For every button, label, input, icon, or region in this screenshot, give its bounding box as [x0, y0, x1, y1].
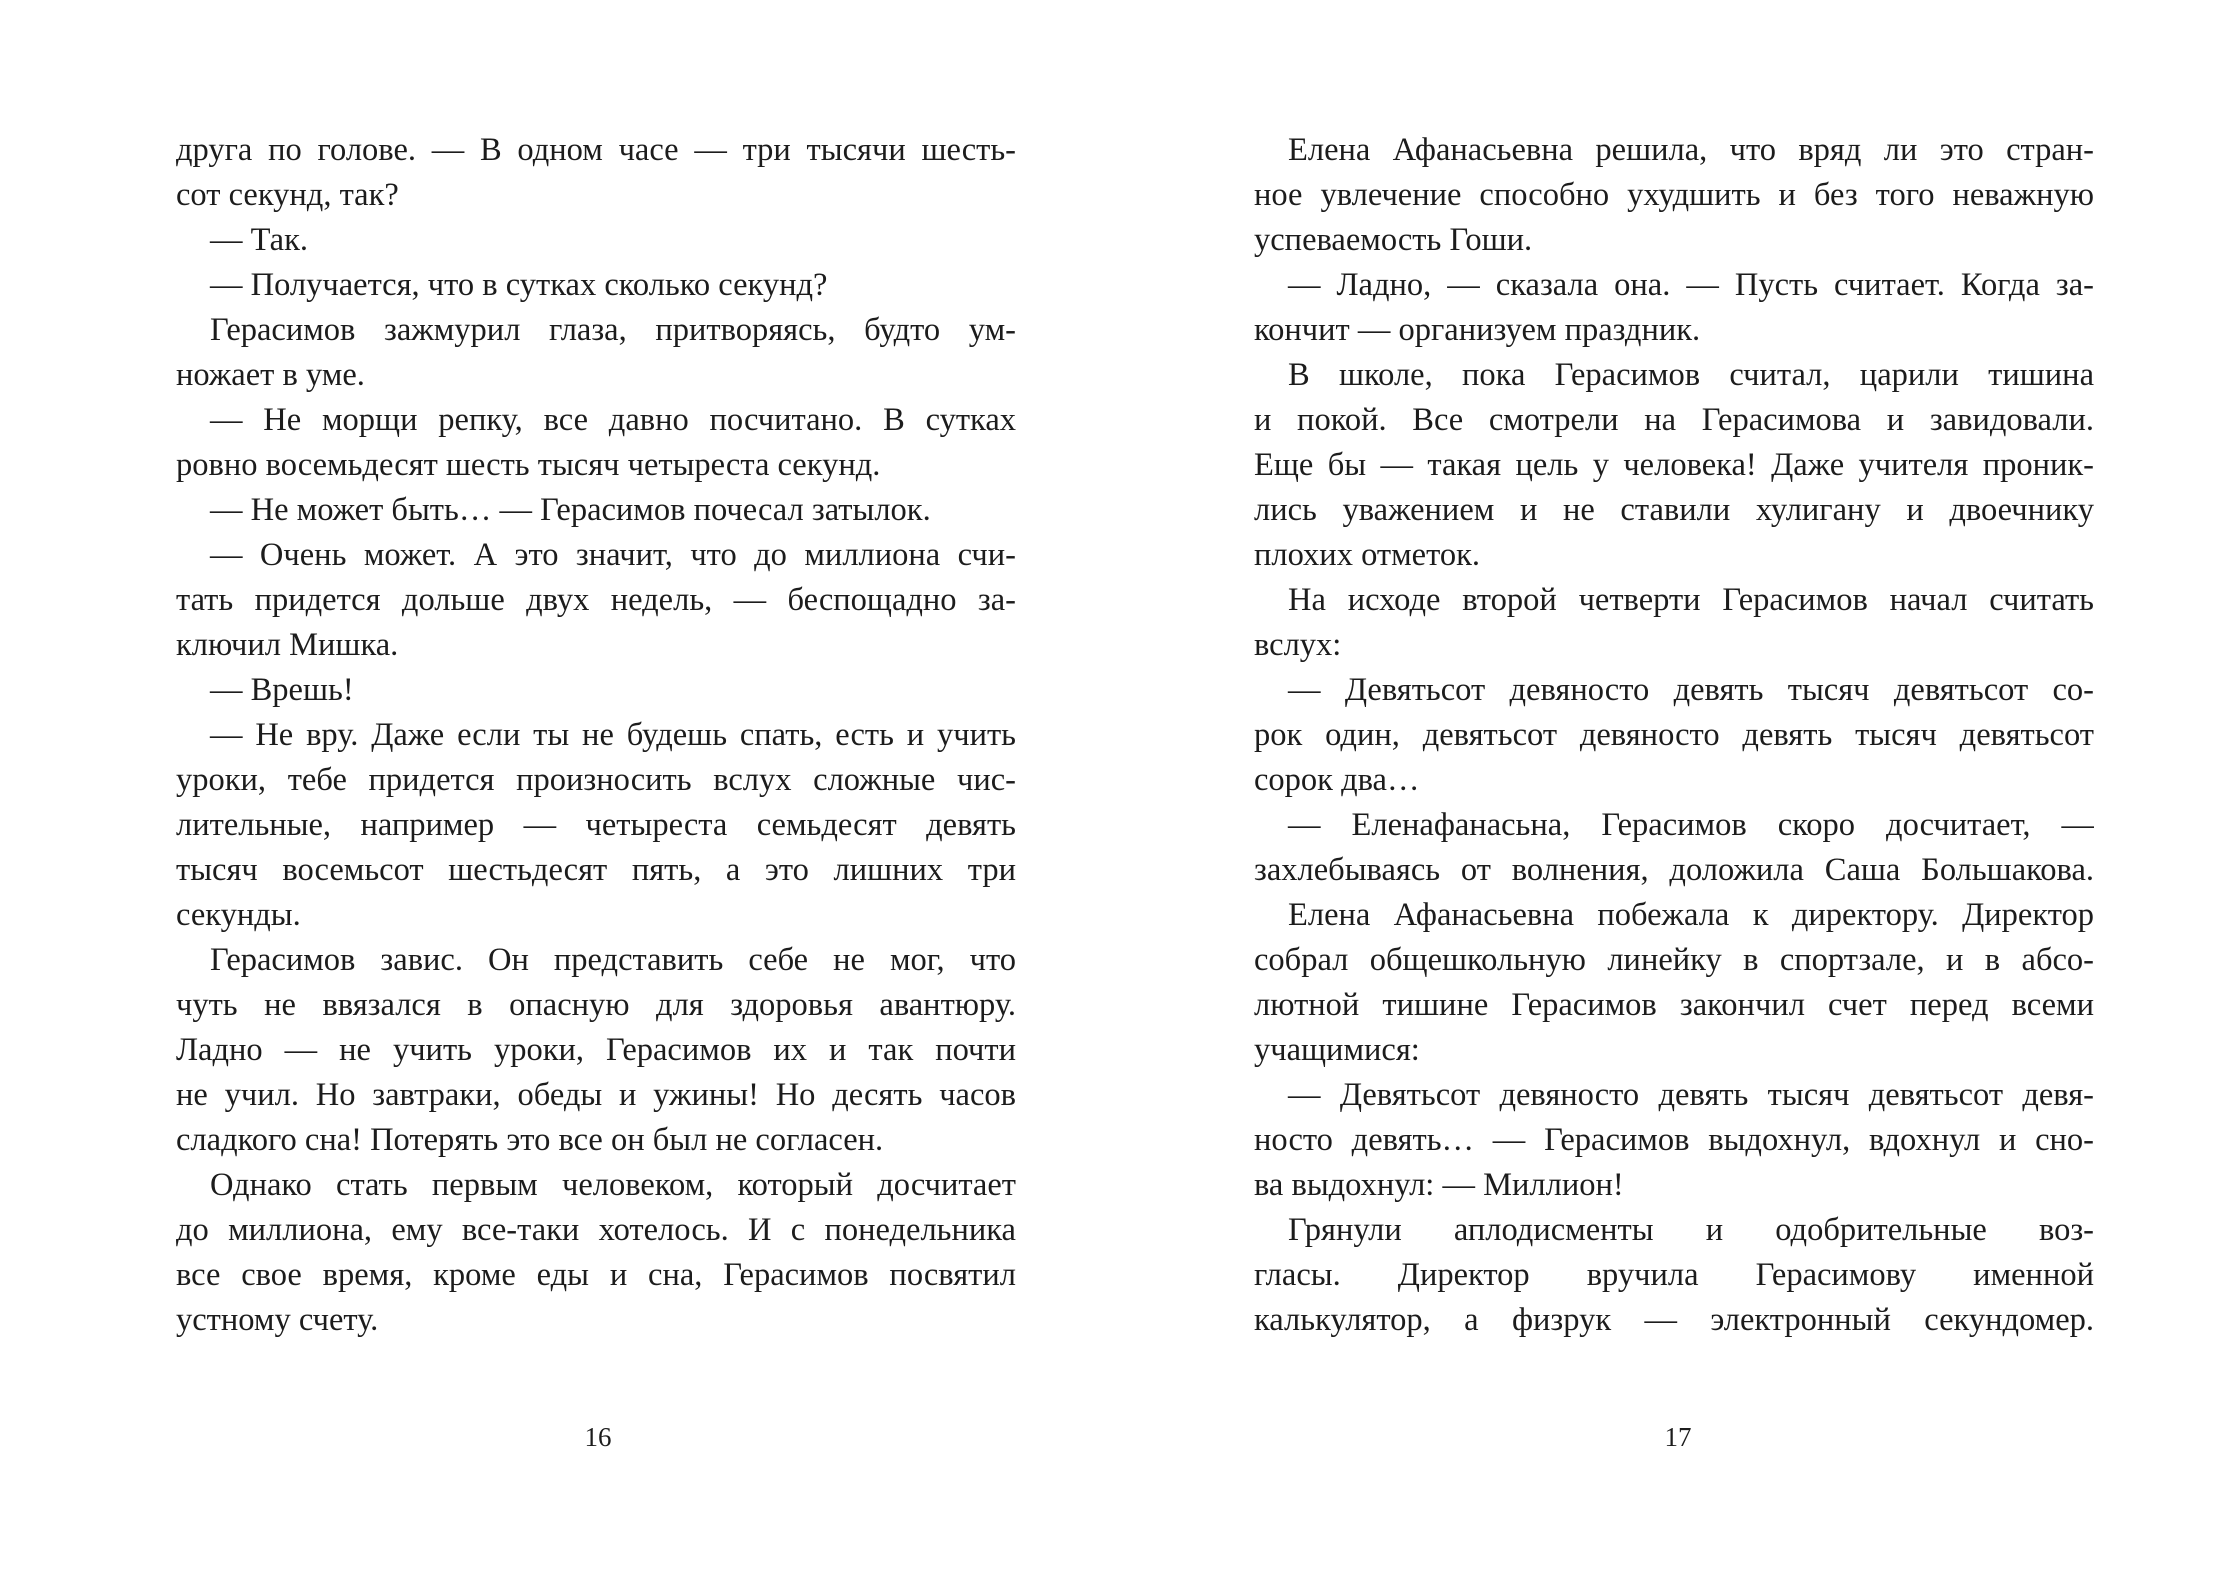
- text-line: — Так.: [210, 222, 309, 258]
- text-line: В школе, пока Герасимов считал, царили тишина: [1288, 357, 2094, 393]
- text-line: — Получается, что в сутках сколько секунд?: [210, 267, 828, 303]
- text-line: Однако стать первым человеком, который досчитает: [210, 1167, 1016, 1203]
- left-page-text: [176, 128, 1016, 1343]
- text-line: Герасимов зажмурил глаза, притворяясь, будто ум-: [210, 312, 1016, 348]
- text-line: вслух:: [1254, 627, 1342, 663]
- text-line: ключил Мишка.: [176, 627, 399, 663]
- text-line: На исходе второй четверти Герасимов начал считать: [1288, 582, 2094, 618]
- text-line: — Еленафанасьна, Герасимов скоро досчитает, —: [1288, 807, 2094, 843]
- text-line: до миллиона, ему все-таки хотелось. И с понедельника: [176, 1212, 1016, 1248]
- text-line: плохих отметок.: [1254, 537, 1481, 573]
- text-line: лительные, например — четыреста семьдесят девять: [176, 807, 1016, 843]
- text-line: Елена Афанасьевна решила, что вряд ли это стран-: [1288, 132, 2094, 168]
- text-line: — Врешь!: [210, 672, 354, 708]
- text-line: ное увлечение способно ухудшить и без того неважную: [1254, 177, 2094, 213]
- text-line: — Не может быть… — Герасимов почесал затылок.: [210, 492, 931, 528]
- text-line: и покой. Все смотрели на Герасимова и завидовали.: [1254, 402, 2094, 438]
- text-line: Елена Афанасьевна побежала к директору. Директор: [1288, 897, 2094, 933]
- text-line: Грянули аплодисменты и одобрительные воз-: [1288, 1212, 2094, 1248]
- text-line: лютной тишине Герасимов закончил счет перед всеми: [1254, 987, 2094, 1023]
- text-line: — Девятьсот девяносто девять тысяч девятьсот со-: [1288, 672, 2094, 708]
- text-line: — Не морщи репку, все давно посчитано. В сутках: [210, 402, 1016, 438]
- text-line: — Не вру. Даже если ты не будешь спать, есть и учить: [210, 717, 1016, 753]
- text-line: Еще бы — такая цель у человека! Даже учителя проник-: [1254, 447, 2094, 483]
- text-line: Герасимов завис. Он представить себе не мог, что: [210, 942, 1016, 978]
- text-line: собрал общешкольную линейку в спортзале, и в абсо-: [1254, 942, 2094, 978]
- left-page: [176, 128, 1016, 1488]
- text-line: секунды.: [176, 897, 301, 933]
- text-line: сот секунд, так?: [176, 177, 399, 213]
- text-line: ва выдохнул: — Миллион!: [1254, 1167, 1624, 1203]
- text-line: тать придется дольше двух недель, — беспощадно за-: [176, 582, 1016, 618]
- text-line: ножает в уме.: [176, 357, 365, 393]
- text-line: калькулятор, а физрук — электронный секундомер.: [1254, 1302, 2094, 1338]
- text-line: кончит — организуем праздник.: [1254, 312, 1701, 348]
- text-line: рок один, девятьсот девяносто девять тысяч девятьсот: [1254, 717, 2094, 753]
- text-line: сладкого сна! Потерять это все он был не согласен.: [176, 1122, 884, 1158]
- text-line: — Ладно, — сказала она. — Пусть считает. Когда за-: [1288, 267, 2094, 303]
- text-line: не учил. Но завтраки, обеды и ужины! Но десять часов: [176, 1077, 1016, 1113]
- text-line: друга по голове. — В одном часе — три тысячи шесть-: [176, 132, 1016, 168]
- page-number: 17: [1664, 1422, 1692, 1452]
- text-line: Ладно — не учить уроки, Герасимов их и так почти: [176, 1032, 1016, 1068]
- text-line: носто девять… — Герасимов выдохнул, вдохнул и сно-: [1254, 1122, 2094, 1158]
- text-line: учащимися:: [1254, 1032, 1420, 1068]
- text-line: тысяч восемьсот шестьдесят пять, а это лишних три: [176, 852, 1016, 888]
- text-line: гласы. Директор вручила Герасимову именной: [1254, 1257, 2094, 1293]
- text-line: сорок два…: [1254, 762, 1420, 798]
- text-line: захлебываясь от волнения, доложила Саша Большакова.: [1254, 852, 2094, 888]
- text-line: — Девятьсот девяносто девять тысяч девятьсот девя-: [1288, 1077, 2094, 1113]
- text-line: — Очень может. А это значит, что до миллиона счи-: [210, 537, 1016, 573]
- page-number: 16: [584, 1422, 612, 1452]
- text-line: успеваемость Гоши.: [1254, 222, 1533, 258]
- text-line: лись уважением и не ставили хулигану и двоечнику: [1254, 492, 2094, 528]
- right-page: [1254, 128, 2094, 1488]
- right-page-text: [1254, 128, 2094, 1343]
- text-line: ровно восемьдесят шесть тысяч четыреста секунд.: [176, 447, 881, 483]
- text-line: уроки, тебе придется произносить вслух сложные чис-: [176, 762, 1016, 798]
- text-line: чуть не ввязался в опасную для здоровья авантюру.: [176, 987, 1016, 1023]
- text-line: устному счету.: [176, 1302, 379, 1338]
- text-line: все свое время, кроме еды и сна, Герасимов посвятил: [176, 1257, 1016, 1293]
